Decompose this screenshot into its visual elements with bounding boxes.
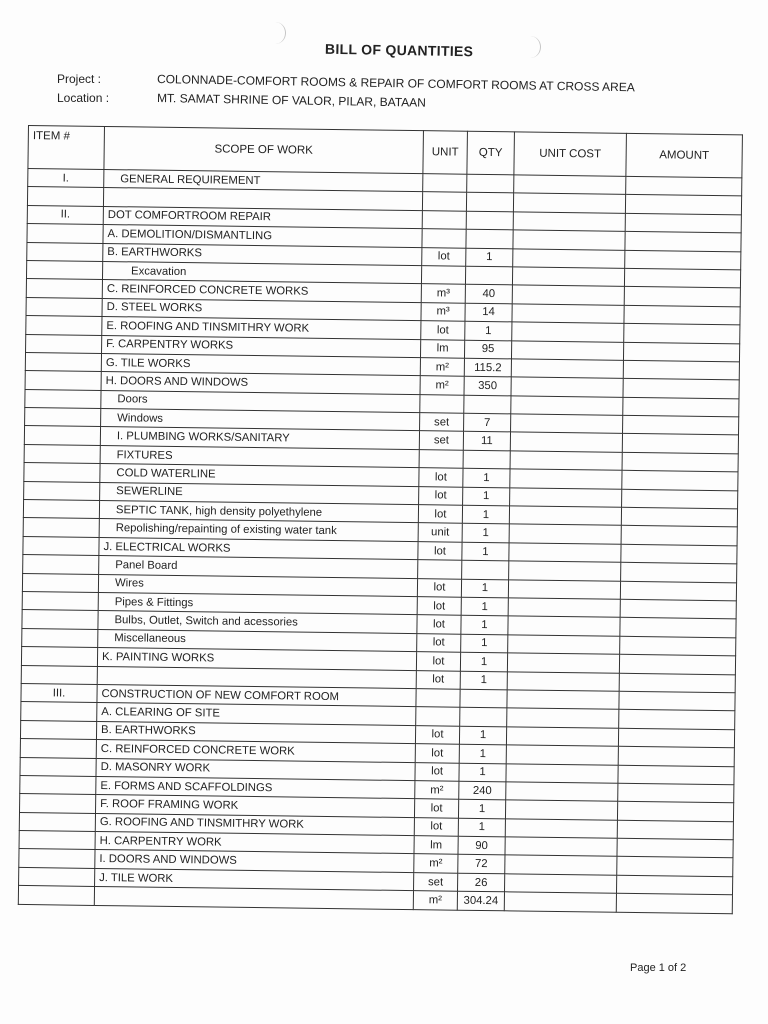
qty-cell [466,193,513,212]
scope-cell: G. TILE WORKS [101,353,420,376]
qty-cell [460,689,507,708]
scope-cell: A. CLEARING OF SITE [97,703,416,726]
unit-cell: lot [417,578,461,597]
qty-cell: 72 [458,855,505,874]
scope-cell: Bulbs, Outlet, Switch and acessories [98,611,417,634]
item-cell [20,720,96,739]
unit-cell [421,266,465,285]
unit-cell [418,560,462,579]
item-cell: I. [28,169,104,188]
unit-cell: set [414,872,458,891]
qty-cell: 1 [459,744,506,763]
quantities-table [18,125,743,914]
amount-cell [624,305,740,325]
scope-cell: A. DEMOLITION/DISMANTLING [103,225,422,248]
amount-cell [620,618,736,638]
unit-cost-cell [505,800,617,820]
item-cell [22,628,98,647]
unit-cost-cell [505,855,617,875]
unit-cell: lm [414,836,458,855]
unit-cost-cell [507,653,619,673]
unit-cost-cell [511,414,623,434]
scope-cell: K. PAINTING WORKS [97,648,416,671]
qty-cell: 1 [458,799,505,818]
unit-cell: m² [420,376,464,395]
scope-cell: Windows [101,409,420,432]
item-cell [21,665,97,684]
scope-cell: F. ROOF FRAMING WORK [95,795,414,818]
qty-cell [462,560,509,579]
item-cell [22,591,98,610]
header-item: ITEM # [28,126,105,170]
item-cell [25,352,101,371]
unit-cost-cell [507,690,619,710]
scope-cell: Pipes & Fittings [98,592,417,615]
unit-cost-cell [514,175,626,195]
project-label: Project : [57,72,102,86]
amount-cell [625,250,741,270]
amount-cell [618,765,734,785]
amount-cell [618,783,734,803]
unit-cell: lot [415,725,459,744]
unit-cost-cell [508,616,620,636]
scope-cell: Miscellaneous [98,629,417,652]
unit-cell: lot [415,762,459,781]
amount-cell [618,728,734,748]
qty-cell [463,450,510,469]
qty-cell [466,211,513,230]
amount-cell [619,691,735,711]
scope-cell: E. FORMS AND SCAFFOLDINGS [96,776,415,799]
unit-cell: unit [418,523,462,542]
item-cell [26,297,102,316]
unit-cost-cell [507,671,619,691]
header-scope: SCOPE OF WORK [104,127,424,174]
item-cell [23,500,99,519]
project-info [57,70,635,108]
scope-cell: CONSTRUCTION OF NEW COMFORT ROOM [97,684,416,707]
document-title: BILL OF QUANTITIES [324,40,474,60]
scope-cell: Wires [98,574,417,597]
unit-cost-cell [510,487,622,507]
amount-cell [625,231,741,251]
item-cell: II. [27,205,103,224]
unit-cell [422,192,466,211]
qty-cell: 11 [463,432,510,451]
item-cell [26,334,102,353]
scope-cell: Excavation [102,261,421,284]
qty-cell: 26 [458,873,505,892]
qty-cell: 1 [462,505,509,524]
amount-cell [619,673,735,693]
qty-cell: 1 [465,321,512,340]
amount-cell [621,507,737,527]
amount-cell [620,599,736,619]
amount-cell [617,802,733,822]
item-cell [20,775,96,794]
unit-cost-cell [504,892,616,912]
item-cell [20,739,96,758]
unit-cost-cell [510,432,622,452]
item-cell [22,610,98,629]
amount-cell [625,213,741,233]
unit-cell: lot [415,744,459,763]
item-cell [24,426,100,445]
unit-cost-cell [511,359,623,379]
unit-cost-cell [513,248,625,268]
qty-cell [467,174,514,193]
amount-cell [622,471,738,491]
item-cell [23,536,99,555]
qty-cell: 1 [459,726,506,745]
scope-cell: H. DOORS AND WINDOWS [101,372,420,395]
unit-cell: m² [420,358,464,377]
item-cell [25,371,101,390]
item-cell [24,481,100,500]
unit-cost-cell [512,304,624,324]
unit-cost-cell [508,598,620,618]
item-cell [19,867,95,886]
unit-cell: lot [418,505,462,524]
qty-cell [464,395,511,414]
unit-cost-cell [512,322,624,342]
scope-cell: D. STEEL WORKS [102,298,421,321]
qty-cell: 115.2 [464,358,511,377]
amount-cell [617,820,733,840]
unit-cost-cell [506,727,618,747]
unit-cost-cell [505,837,617,857]
unit-cell [422,229,466,248]
qty-cell: 240 [459,781,506,800]
unit-cell: set [420,413,464,432]
item-cell [27,242,103,261]
item-cell [25,389,101,408]
page-number: Page 1 of 2 [630,962,687,974]
unit-cost-cell [512,267,624,287]
unit-cost-cell [511,396,623,416]
project-row [57,70,635,95]
unit-cell: lot [422,247,466,266]
item-cell [21,647,97,666]
unit-cell: lot [417,615,461,634]
qty-cell: 1 [462,542,509,561]
amount-cell [619,710,735,730]
qty-cell [466,229,513,248]
unit-cell: lot [417,597,461,616]
scope-cell: DOT COMFORTROOM REPAIR [103,206,422,229]
scope-cell: B. EARTHWORKS [103,243,422,266]
item-cell [19,849,95,868]
qty-cell: 1 [461,597,508,616]
scope-cell: C. REINFORCED CONCRETE WORK [96,740,415,763]
item-cell [18,886,94,905]
unit-cell: lot [419,468,463,487]
unit-cell [423,174,467,193]
amount-cell [620,636,736,656]
scope-cell: C. REINFORCED CONCRETE WORKS [102,280,421,303]
unit-cost-cell [509,524,621,544]
qty-cell: 1 [461,579,508,598]
qty-cell: 7 [464,413,511,432]
scope-cell [94,887,413,910]
amount-cell [625,195,741,215]
scope-cell: F. CARPENTRY WORKS [102,335,421,358]
unit-cost-cell [506,745,618,765]
unit-cell: set [419,431,463,450]
qty-cell: 14 [465,303,512,322]
amount-cell [623,397,739,417]
header-unit-cost: UNIT COST [514,132,627,176]
amount-cell [616,894,732,914]
scope-cell: SEWERLINE [100,482,419,505]
item-cell [27,187,103,206]
unit-cost-cell [511,340,623,360]
item-cell [20,794,96,813]
amount-cell [624,287,740,307]
amount-cell [623,379,739,399]
qty-cell: 1 [463,468,510,487]
scope-cell: I. DOORS AND WINDOWS [95,850,414,873]
amount-cell [616,875,732,895]
header-unit: UNIT [423,131,468,175]
unit-cost-cell [510,451,622,471]
project-value: COLONNADE-COMFORT ROOMS & REPAIR OF COMFORT ROOMS AT CROSS AREA [156,72,635,95]
unit-cost-cell [506,763,618,783]
unit-cost-cell [513,212,625,232]
unit-cost-cell [513,193,625,213]
unit-cell: m² [415,781,459,800]
item-cell [22,573,98,592]
item-cell [24,463,100,482]
unit-cost-cell [509,543,621,563]
amount-cell [621,563,737,583]
scope-cell: B. EARTHWORKS [96,721,415,744]
item-cell [19,831,95,850]
item-cell [24,444,100,463]
qty-cell [460,708,507,727]
unit-cell: m³ [421,302,465,321]
amount-cell [620,581,736,601]
scope-cell: G. ROOFING AND TINSMITHRY WORK [95,813,414,836]
amount-cell [621,526,737,546]
scope-cell: I. PLUMBING WORKS/SANITARY [100,427,419,450]
item-cell [27,224,103,243]
unit-cell: lot [421,321,465,340]
amount-cell [617,857,733,877]
unit-cost-cell [511,377,623,397]
amount-cell [622,452,738,472]
unit-cost-cell [513,230,625,250]
qty-cell: 350 [464,377,511,396]
unit-cost-cell [508,579,620,599]
unit-cell: lot [418,541,462,560]
qty-cell: 1 [466,248,513,267]
qty-cell: 1 [462,524,509,543]
qty-cell: 90 [458,836,505,855]
qty-cell: 1 [461,616,508,635]
amount-cell [622,489,738,509]
punch-hole-mark [265,22,286,44]
scope-cell: H. CARPENTRY WORK [95,832,414,855]
qty-cell: 1 [458,818,505,837]
unit-cost-cell [505,874,617,894]
table-body [18,169,742,914]
item-cell [23,518,99,537]
unit-cost-cell [509,506,621,526]
item-cell [26,260,102,279]
amount-cell [622,434,738,454]
amount-cell [617,838,733,858]
item-cell: III. [21,683,97,702]
unit-cost-cell [507,708,619,728]
unit-cell: lot [417,633,461,652]
unit-cost-cell [508,635,620,655]
unit-cell: lm [420,339,464,358]
unit-cell [420,394,464,413]
unit-cell [416,707,460,726]
qty-cell: 40 [465,285,512,304]
amount-cell [621,544,737,564]
scope-cell: GENERAL REQUIREMENT [104,169,423,192]
amount-cell [624,268,740,288]
amount-cell [623,415,739,435]
unit-cell: lot [419,486,463,505]
item-cell [20,757,96,776]
location-label: Location : [57,91,110,105]
item-cell [23,555,99,574]
amount-cell [624,323,740,343]
qty-cell: 1 [463,487,510,506]
scope-cell: J. TILE WORK [95,868,414,891]
amount-cell [619,654,735,674]
qty-cell: 1 [459,763,506,782]
amount-cell [626,176,742,196]
unit-cell: lot [414,817,458,836]
unit-cell: lot [416,652,460,671]
item-cell [26,279,102,298]
location-value: MT. SAMAT SHRINE OF VALOR, PILAR, BATAAN [156,91,427,110]
unit-cell: m² [414,854,458,873]
unit-cell: lot [416,670,460,689]
scope-cell: Repolishing/repainting of existing water tank [99,519,418,542]
scope-cell: Panel Board [99,556,418,579]
qty-cell: 304.24 [457,891,504,910]
unit-cost-cell [510,469,622,489]
unit-cell: m² [413,891,457,910]
qty-cell: 95 [464,340,511,359]
amount-cell [623,342,739,362]
quantities-table-wrap [18,125,742,914]
unit-cell [419,450,463,469]
scope-cell: SEPTIC TANK, high density polyethylene [99,501,418,524]
header-amount: AMOUNT [626,133,743,178]
qty-cell: 1 [460,671,507,690]
unit-cost-cell [509,561,621,581]
scope-cell: FIXTURES [100,445,419,468]
scope-cell: D. MASONRY WORK [96,758,415,781]
item-cell [25,408,101,427]
punch-hole-mark [520,36,541,58]
qty-cell: 1 [460,652,507,671]
item-cell [19,812,95,831]
item-cell [26,316,102,335]
unit-cell [416,689,460,708]
unit-cost-cell [506,782,618,802]
scope-cell: Doors [101,390,420,413]
scope-cell: E. ROOFING AND TINSMITHRY WORK [102,317,421,340]
unit-cost-cell [505,818,617,838]
item-cell [21,702,97,721]
unit-cost-cell [512,285,624,305]
scope-cell: J. ELECTRICAL WORKS [99,537,418,560]
amount-cell [618,746,734,766]
unit-cell: m³ [421,284,465,303]
amount-cell [623,360,739,380]
qty-cell [465,266,512,285]
unit-cell: lot [414,799,458,818]
scope-cell: COLD WATERLINE [100,464,419,487]
header-qty: QTY [467,131,515,175]
unit-cell [422,210,466,229]
qty-cell: 1 [461,634,508,653]
